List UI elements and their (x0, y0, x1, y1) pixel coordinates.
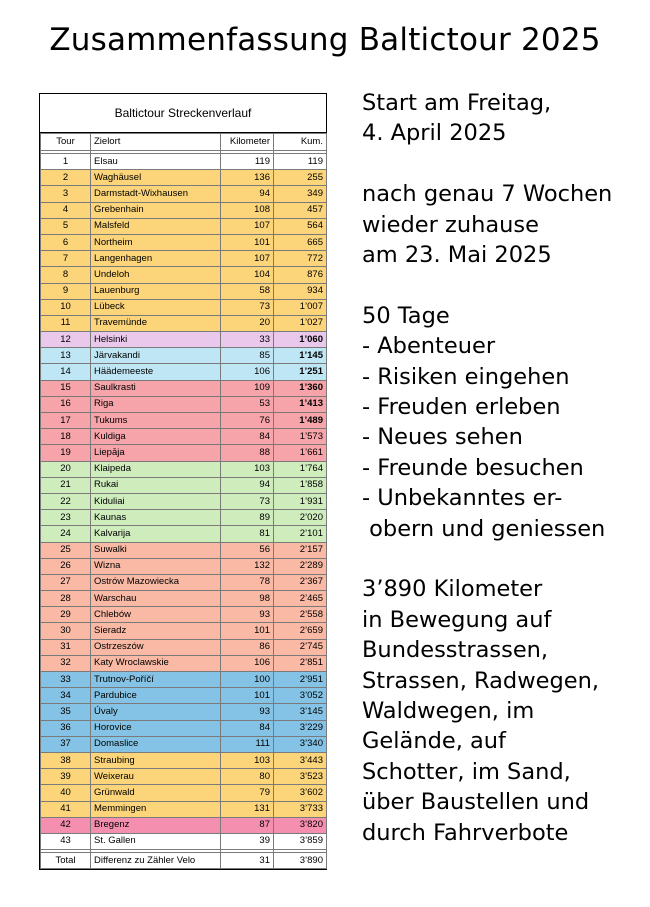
cumulative-km: 564 (274, 218, 327, 234)
destination: Horovice (91, 720, 221, 736)
destination: Domaslice (91, 736, 221, 752)
destination: Ostrzeszów (91, 639, 221, 655)
cumulative-km: 255 (274, 170, 327, 186)
summary-line: Schotter, im Sand, (362, 758, 571, 785)
table-row (41, 315, 327, 331)
kilometer: 79 (221, 785, 274, 801)
summary-line: durch Fahrverbote (362, 819, 569, 846)
destination: Riga (91, 396, 221, 412)
tour-number: 23 (41, 510, 91, 526)
table-row (41, 348, 327, 364)
kilometer: 106 (221, 364, 274, 380)
cumulative-km: 1’661 (274, 445, 327, 461)
table-row (41, 429, 327, 445)
table-row (41, 510, 327, 526)
kilometer: 76 (221, 413, 274, 429)
cumulative-km: 3’859 (274, 833, 327, 849)
summary-line: Strassen, Radwegen, (362, 667, 599, 694)
table-row (41, 526, 327, 542)
destination: Warschau (91, 591, 221, 607)
tour-number: 10 (41, 299, 91, 315)
tour-number: 41 (41, 801, 91, 817)
cumulative-km: 1’145 (274, 348, 327, 364)
destination: Northeim (91, 234, 221, 250)
destination: Chlebów (91, 607, 221, 623)
kilometer: 81 (221, 526, 274, 542)
summary-line: obern und geniessen (362, 515, 606, 542)
table-row (41, 364, 327, 380)
kilometer: 88 (221, 445, 274, 461)
summary-line: Waldwegen, im (362, 698, 535, 725)
tour-number: 5 (41, 218, 91, 234)
summary-line: Bundesstrassen, (362, 637, 549, 664)
cumulative-km: 1’931 (274, 493, 327, 509)
destination: Suwalki (91, 542, 221, 558)
destination: Travemünde (91, 315, 221, 331)
table-row (41, 833, 327, 849)
tour-number: 29 (41, 607, 91, 623)
destination: Grebenhain (91, 202, 221, 218)
table-row (41, 736, 327, 752)
destination: Wizna (91, 558, 221, 574)
kilometer: 84 (221, 720, 274, 736)
summary-line: 4. April 2025 (362, 120, 507, 147)
tour-number: 3 (41, 186, 91, 202)
destination: Kiduliai (91, 493, 221, 509)
total-km: 31 (221, 853, 274, 869)
cumulative-km: 3’443 (274, 752, 327, 768)
summary-line: 3’890 Kilometer (362, 576, 543, 603)
header-kumuliert: Kum. (274, 134, 327, 151)
cumulative-km: 2’851 (274, 655, 327, 671)
tour-number: 19 (41, 445, 91, 461)
tour-number: 16 (41, 396, 91, 412)
destination: Grünwald (91, 785, 221, 801)
tour-number: 12 (41, 332, 91, 348)
kilometer: 73 (221, 493, 274, 509)
destination: Trutnov-Poříčí (91, 672, 221, 688)
tour-number: 21 (41, 477, 91, 493)
table-row (41, 461, 327, 477)
kilometer: 86 (221, 639, 274, 655)
summary-line: über Baustellen und (362, 789, 590, 816)
table-row (41, 445, 327, 461)
destination: Häädemeeste (91, 364, 221, 380)
table-body (41, 151, 327, 850)
destination: Klaipeda (91, 461, 221, 477)
table-row (41, 801, 327, 817)
kilometer: 93 (221, 607, 274, 623)
table-row (41, 413, 327, 429)
cumulative-km: 3’052 (274, 688, 327, 704)
cumulative-km: 2’951 (274, 672, 327, 688)
tour-number: 36 (41, 720, 91, 736)
tour-number: 37 (41, 736, 91, 752)
destination: Kalvarija (91, 526, 221, 542)
destination: Bregenz (91, 817, 221, 833)
table-row (41, 251, 327, 267)
table-row (41, 752, 327, 768)
cumulative-km: 2’157 (274, 542, 327, 558)
kilometer: 84 (221, 429, 274, 445)
summary-line: - Abenteuer (362, 333, 496, 360)
kilometer: 85 (221, 348, 274, 364)
blank-line (362, 544, 642, 574)
summary-line: nach genau 7 Wochen (362, 181, 613, 208)
summary-line: wieder zuhause (362, 211, 539, 238)
destination: Ostrów Mazowiecka (91, 574, 221, 590)
kilometer: 94 (221, 186, 274, 202)
table-row (41, 688, 327, 704)
header-kilometer: Kilometer (221, 134, 274, 151)
table-row (41, 299, 327, 315)
destination: Lübeck (91, 299, 221, 315)
kilometer: 101 (221, 234, 274, 250)
destination: Kuldiga (91, 429, 221, 445)
cumulative-km: 2’659 (274, 623, 327, 639)
tour-number: 32 (41, 655, 91, 671)
cumulative-km: 2’020 (274, 510, 327, 526)
destination: Elsau (91, 154, 221, 170)
destination: Langenhagen (91, 251, 221, 267)
destination: Kaunas (91, 510, 221, 526)
route-grid (40, 133, 327, 869)
destination: Rukai (91, 477, 221, 493)
summary-line: - Freuden erleben (362, 394, 561, 421)
total-description: Differenz zu Zähler Velo (91, 853, 221, 869)
total-label: Total (41, 853, 91, 869)
tour-number: 38 (41, 752, 91, 768)
total-kum: 3’890 (274, 853, 327, 869)
kilometer: 78 (221, 574, 274, 590)
summary-line: Start am Freitag, (362, 90, 552, 116)
kilometer: 131 (221, 801, 274, 817)
cumulative-km: 876 (274, 267, 327, 283)
tour-number: 4 (41, 202, 91, 218)
cumulative-km: 2’367 (274, 574, 327, 590)
kilometer: 100 (221, 672, 274, 688)
table-row (41, 623, 327, 639)
summary-line: 50 Tage (362, 302, 450, 329)
tour-number: 13 (41, 348, 91, 364)
table-row (41, 591, 327, 607)
header-tour: Tour (41, 134, 91, 151)
tour-number: 2 (41, 170, 91, 186)
cumulative-km: 1’489 (274, 413, 327, 429)
cumulative-km: 2’465 (274, 591, 327, 607)
kilometer: 89 (221, 510, 274, 526)
table-row (41, 720, 327, 736)
tour-number: 8 (41, 267, 91, 283)
kilometer: 98 (221, 591, 274, 607)
destination: Waghäusel (91, 170, 221, 186)
cumulative-km: 1’007 (274, 299, 327, 315)
cumulative-km: 2’101 (274, 526, 327, 542)
kilometer: 101 (221, 623, 274, 639)
cumulative-km: 1’413 (274, 396, 327, 412)
destination: Undeloh (91, 267, 221, 283)
kilometer: 132 (221, 558, 274, 574)
cumulative-km: 3’602 (274, 785, 327, 801)
cumulative-km: 1’027 (274, 315, 327, 331)
tour-number: 18 (41, 429, 91, 445)
kilometer: 108 (221, 202, 274, 218)
tour-number: 1 (41, 154, 91, 170)
kilometer: 103 (221, 461, 274, 477)
kilometer: 80 (221, 769, 274, 785)
destination: Memmingen (91, 801, 221, 817)
cumulative-km: 2’289 (274, 558, 327, 574)
tour-number: 39 (41, 769, 91, 785)
tour-number: 7 (41, 251, 91, 267)
table-caption: Baltictour Streckenverlauf (40, 94, 326, 133)
tour-number: 28 (41, 591, 91, 607)
total-row (41, 853, 327, 869)
tour-number: 30 (41, 623, 91, 639)
kilometer: 106 (221, 655, 274, 671)
kilometer: 94 (221, 477, 274, 493)
cumulative-km: 1’573 (274, 429, 327, 445)
tour-number: 15 (41, 380, 91, 396)
tour-number: 24 (41, 526, 91, 542)
tour-number: 31 (41, 639, 91, 655)
destination: Weixerau (91, 769, 221, 785)
cumulative-km: 349 (274, 186, 327, 202)
cumulative-km: 2’745 (274, 639, 327, 655)
table-row (41, 332, 327, 348)
cumulative-km: 3’733 (274, 801, 327, 817)
kilometer: 101 (221, 688, 274, 704)
tour-number: 25 (41, 542, 91, 558)
kilometer: 111 (221, 736, 274, 752)
cumulative-km: 3’229 (274, 720, 327, 736)
destination: Úvaly (91, 704, 221, 720)
blank-line (362, 149, 642, 179)
tour-number: 27 (41, 574, 91, 590)
table-row (41, 704, 327, 720)
kilometer: 56 (221, 542, 274, 558)
cumulative-km: 1’858 (274, 477, 327, 493)
tour-number: 6 (41, 234, 91, 250)
kilometer: 136 (221, 170, 274, 186)
table-row (41, 769, 327, 785)
summary-line: - Neues sehen (362, 424, 523, 451)
destination: Saulkrasti (91, 380, 221, 396)
kilometer: 73 (221, 299, 274, 315)
summary-line: am 23. Mai 2025 (362, 242, 552, 269)
page-title: Zusammenfassung Baltictour 2025 (49, 22, 601, 58)
summary-text (362, 88, 642, 848)
kilometer: 53 (221, 396, 274, 412)
destination: Sieradz (91, 623, 221, 639)
tour-number: 11 (41, 315, 91, 331)
kilometer: 119 (221, 154, 274, 170)
cumulative-km: 1’360 (274, 380, 327, 396)
table-row (41, 817, 327, 833)
table-row (41, 672, 327, 688)
cumulative-km: 1’764 (274, 461, 327, 477)
tour-number: 33 (41, 672, 91, 688)
destination: Pardubice (91, 688, 221, 704)
kilometer: 87 (221, 817, 274, 833)
destination: Malsfeld (91, 218, 221, 234)
cumulative-km: 772 (274, 251, 327, 267)
route-table (39, 93, 327, 870)
table-row (41, 234, 327, 250)
table-row (41, 396, 327, 412)
table-row (41, 380, 327, 396)
tour-number: 35 (41, 704, 91, 720)
tour-number: 34 (41, 688, 91, 704)
tour-number: 17 (41, 413, 91, 429)
table-row (41, 785, 327, 801)
cumulative-km: 934 (274, 283, 327, 299)
blank-line (362, 270, 642, 300)
kilometer: 58 (221, 283, 274, 299)
kilometer: 104 (221, 267, 274, 283)
cumulative-km: 3’523 (274, 769, 327, 785)
kilometer: 107 (221, 218, 274, 234)
destination: Tukums (91, 413, 221, 429)
cumulative-km: 2’558 (274, 607, 327, 623)
cumulative-km: 3’820 (274, 817, 327, 833)
table-row (41, 639, 327, 655)
summary-line: Gelände, auf (362, 728, 506, 755)
destination: Järvakandi (91, 348, 221, 364)
cumulative-km: 119 (274, 154, 327, 170)
cumulative-km: 457 (274, 202, 327, 218)
table-row (41, 170, 327, 186)
table-row (41, 493, 327, 509)
summary-line: - Freunde besuchen (362, 454, 584, 481)
table-row (41, 558, 327, 574)
table-row (41, 283, 327, 299)
destination: Straubing (91, 752, 221, 768)
tour-number: 14 (41, 364, 91, 380)
destination: Katy Wroclawskie (91, 655, 221, 671)
table-row (41, 186, 327, 202)
table-row (41, 218, 327, 234)
kilometer: 109 (221, 380, 274, 396)
tour-number: 22 (41, 493, 91, 509)
tour-number: 40 (41, 785, 91, 801)
table-row (41, 542, 327, 558)
table-row (41, 574, 327, 590)
summary-line: - Risiken eingehen (362, 363, 570, 390)
table-row (41, 202, 327, 218)
kilometer: 103 (221, 752, 274, 768)
cumulative-km: 3’340 (274, 736, 327, 752)
tour-number: 20 (41, 461, 91, 477)
header-zielort: Zielort (91, 134, 221, 151)
summary-line: in Bewegung auf (362, 606, 552, 633)
kilometer: 33 (221, 332, 274, 348)
summary-line: - Unbekanntes er- (362, 485, 563, 512)
kilometer: 39 (221, 833, 274, 849)
tour-number: 26 (41, 558, 91, 574)
destination: St. Gallen (91, 833, 221, 849)
kilometer: 93 (221, 704, 274, 720)
table-row (41, 655, 327, 671)
kilometer: 20 (221, 315, 274, 331)
destination: Liepāja (91, 445, 221, 461)
table-row (41, 607, 327, 623)
destination: Lauenburg (91, 283, 221, 299)
table-row (41, 267, 327, 283)
kilometer: 107 (221, 251, 274, 267)
tour-number: 43 (41, 833, 91, 849)
destination: Helsinki (91, 332, 221, 348)
table-header-row (41, 134, 327, 151)
table-row (41, 154, 327, 170)
tour-number: 42 (41, 817, 91, 833)
cumulative-km: 3’145 (274, 704, 327, 720)
cumulative-km: 665 (274, 234, 327, 250)
table-row (41, 477, 327, 493)
cumulative-km: 1’251 (274, 364, 327, 380)
cumulative-km: 1’060 (274, 332, 327, 348)
tour-number: 9 (41, 283, 91, 299)
destination: Darmstadt-Wixhausen (91, 186, 221, 202)
